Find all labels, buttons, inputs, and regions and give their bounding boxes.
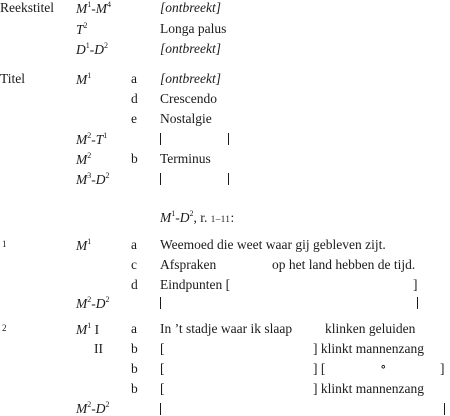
variant-letter: b <box>131 381 138 396</box>
verse-number: 1 <box>2 239 7 249</box>
label-titel: Titel <box>0 71 26 86</box>
verse-number: 2 <box>2 323 7 333</box>
variant-letter: e <box>131 111 137 126</box>
variant-letter: b <box>131 361 138 376</box>
bracket-close: ] <box>440 361 445 376</box>
gap-marker-left <box>160 173 161 185</box>
label-reekstitel: Reekstitel <box>0 0 54 15</box>
witness-siglum: $M^2-D^2$ <box>76 295 110 311</box>
reading-text: Eindpunten [ <box>160 277 231 292</box>
witness-siglum: $T^2$ <box>76 21 88 37</box>
reading-text: ∘ <box>380 359 387 374</box>
reading-text: Afspraken <box>160 257 217 272</box>
reading-text: ] klinkt mannenzang <box>313 341 424 356</box>
gap-marker-right <box>228 133 229 145</box>
reading-text: Terminus <box>160 151 211 166</box>
witness-siglum: $M^1$ I <box>76 321 100 337</box>
bracket-open: [ <box>160 361 165 376</box>
witness-siglum: $M^1$ <box>76 237 92 253</box>
variant-letter: d <box>131 277 138 292</box>
reading-text: op het land hebben de tijd. <box>272 257 416 272</box>
witness-siglum: $M^1-M^4$ <box>76 0 111 16</box>
witness-siglum: $D^1-D^2$ <box>76 41 108 57</box>
reading-text: Longa palus <box>160 21 227 36</box>
reading-text: [ontbreekt] <box>160 41 221 56</box>
variant-letter: a <box>131 71 137 86</box>
reading-text: Weemoed die weet waar gij gebleven zijt. <box>160 237 386 252</box>
variant-letter: a <box>131 237 137 252</box>
witness-siglum: $M^2$ <box>76 151 92 167</box>
witness-siglum: $M^1$ <box>76 71 92 87</box>
reading-text: Crescendo <box>160 91 217 106</box>
roman-numeral: II <box>94 341 103 356</box>
variant-letter: c <box>131 257 137 272</box>
reading-text: [ontbreekt] <box>160 0 221 15</box>
witness-siglum: $M^2-T^1$ <box>76 131 108 147</box>
reading-text: In ’t stadje waar ik slaap <box>160 321 293 336</box>
gap-marker-left <box>160 297 161 309</box>
witness-siglum: $M^3-D^2$ <box>76 171 110 187</box>
reading-text: ] klinkt mannenzang <box>313 381 424 396</box>
gap-marker-right <box>417 297 418 309</box>
gap-marker-right <box>228 173 229 185</box>
variant-letter: a <box>131 321 137 336</box>
variant-letter: b <box>131 151 138 166</box>
reading-text: [ontbreekt] <box>160 71 221 86</box>
variant-letter: d <box>131 91 138 106</box>
variant-letter: b <box>131 341 138 356</box>
gap-marker-left <box>160 403 161 415</box>
reading-text: ] [ <box>313 361 326 376</box>
gap-marker-left <box>160 133 161 145</box>
section-heading: $M^1-D^2$, r. 1–11: <box>160 209 235 225</box>
gap-marker-right <box>444 403 445 415</box>
reading-text: Nostalgie <box>160 111 212 126</box>
bracket-open: [ <box>160 341 165 356</box>
reading-text: klinken geluiden <box>325 321 416 336</box>
bracket-open: [ <box>160 381 165 396</box>
bracket-close: ] <box>413 277 418 292</box>
witness-siglum: $M^2-D^2$ <box>76 400 110 416</box>
